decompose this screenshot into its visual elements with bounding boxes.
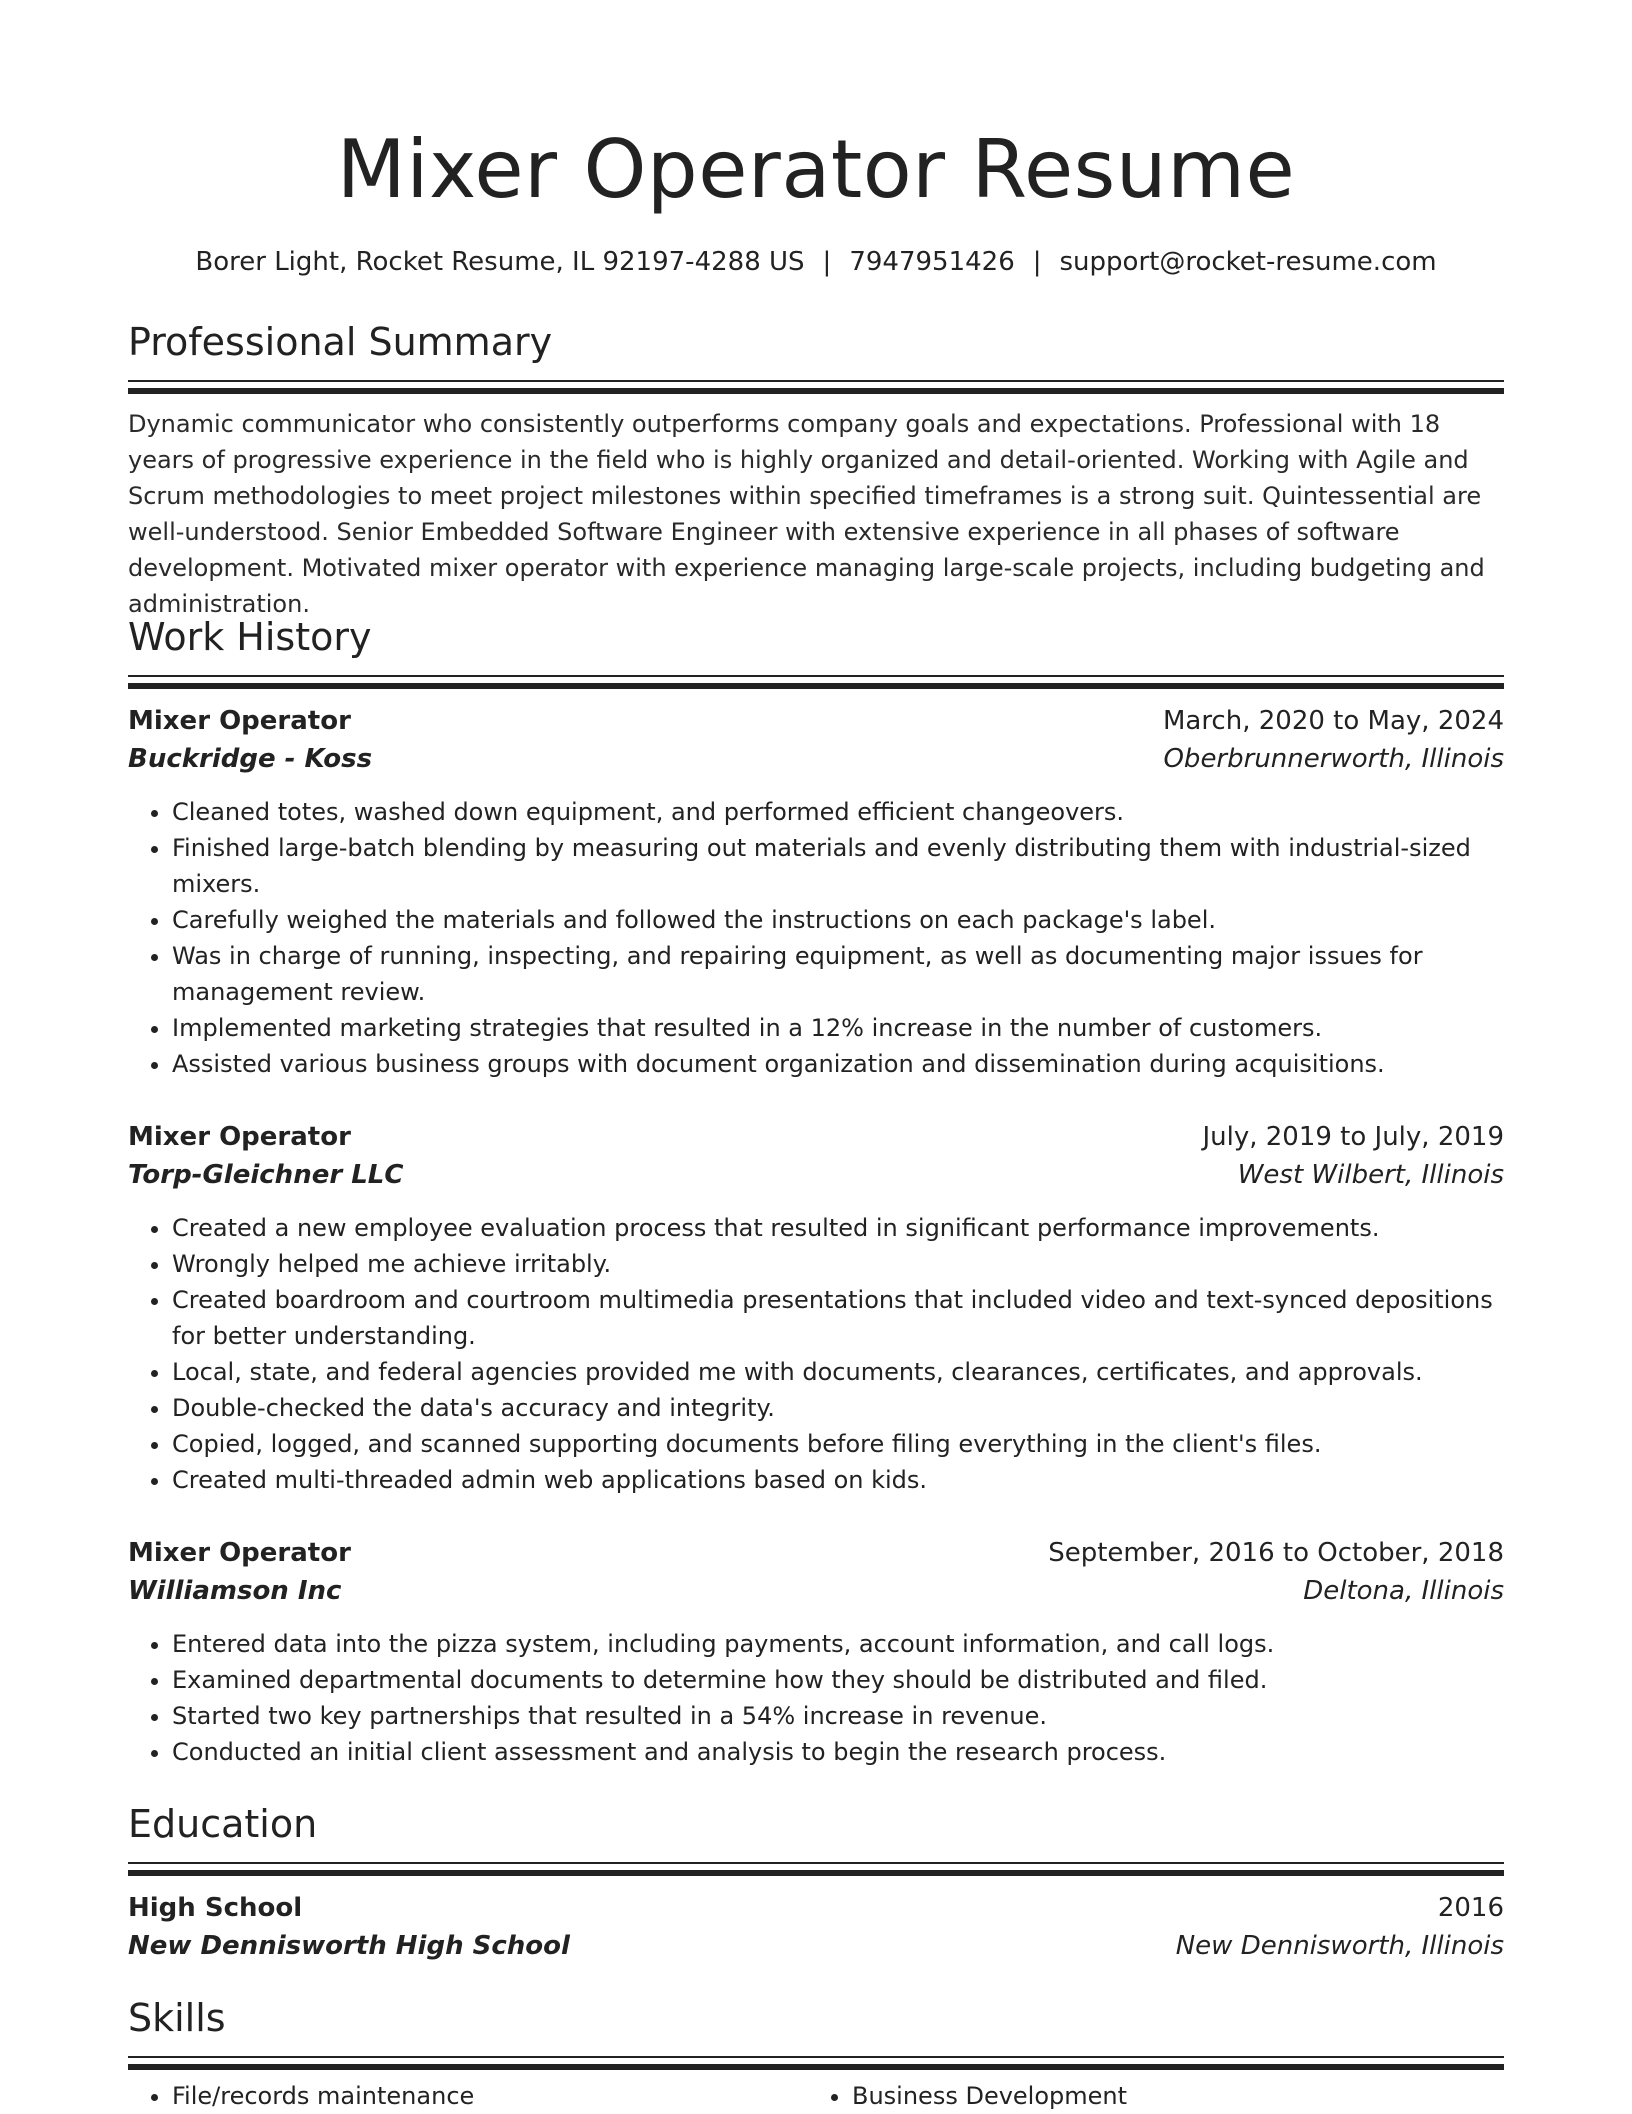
contact-separator: |: [1032, 247, 1042, 277]
contact-address: Borer Light, Rocket Resume, IL 92197-4288 US: [195, 247, 805, 277]
list-item: • Copied, logged, and scanned supporting documents before filing everything in the client's files.: [172, 1426, 1504, 1462]
section-divider: [128, 380, 1504, 394]
job-entry: [128, 1534, 1504, 1770]
skill-item: • File/records maintenance: [172, 2078, 808, 2114]
summary-text: Dynamic communicator who consistently outperforms company goals and expectations. Professional with 18 years of progressive experience in the field who is highly organized and detail-oriented. Working with Agile and Scrum methodologies to meet project milestones within specified timeframes is a strong suit. Quintessential are well-understood. Senior Embedded Software Engineer with extensive experience in all phases of software development. Motivated mixer operator with experience managing large-scale projects, including budgeting and administration.: [128, 410, 1485, 618]
job-bullets: [128, 1210, 1504, 1498]
section-heading: Work History: [128, 615, 372, 659]
section-heading: Skills: [128, 1996, 226, 2040]
skills-list: [128, 2078, 1504, 2114]
list-item: • Entered data into the pizza system, including payments, account information, and call logs.: [172, 1626, 1504, 1662]
contact-separator: |: [822, 247, 832, 277]
contact-email[interactable]: support@rocket-resume.com: [1059, 247, 1437, 277]
education-entry: [128, 1889, 1504, 1965]
skills-column-left: [128, 2078, 808, 2114]
list-item: • Created a new employee evaluation process that resulted in significant performance improvements.: [172, 1210, 1504, 1246]
list-item: • Created multi-threaded admin web applications based on kids.: [172, 1462, 1504, 1498]
job-dates: September, 2016 to October, 2018: [1048, 1538, 1504, 1568]
list-item: • Carefully weighed the materials and followed the instructions on each package's label.: [172, 902, 1504, 938]
list-item: • Implemented marketing strategies that resulted in a 12% increase in the number of customers.: [172, 1010, 1504, 1046]
job-location: Oberbrunnerworth, Illinois: [1163, 744, 1504, 774]
skill-item: • Business Development: [852, 2078, 1488, 2114]
job-bullets: [128, 794, 1504, 1082]
list-item: • Local, state, and federal agencies provided me with documents, clearances, certificates, and approvals.: [172, 1354, 1504, 1390]
contact-line: [128, 244, 1504, 280]
list-item: • Wrongly helped me achieve irritably.: [172, 1246, 1504, 1282]
job-dates: March, 2020 to May, 2024: [1162, 706, 1504, 736]
job-position: Mixer Operator: [128, 1538, 351, 1568]
section-heading: Education: [128, 1802, 318, 1846]
education-location: New Dennisworth, Illinois: [1175, 1931, 1504, 1961]
job-employer: Torp-Gleichner LLC: [128, 1160, 404, 1190]
education-degree: High School: [128, 1893, 303, 1923]
list-item: • Was in charge of running, inspecting, and repairing equipment, as well as documenting major issues for management review.: [172, 938, 1504, 1010]
list-item: • Created boardroom and courtroom multimedia presentations that included video and text-synced depositions for better understanding.: [172, 1282, 1504, 1354]
section-divider: [128, 1862, 1504, 1876]
skills-section: [128, 1994, 1504, 2070]
education-school: New Dennisworth High School: [128, 1931, 570, 1961]
job-position: Mixer Operator: [128, 1122, 351, 1152]
list-item: • Assisted various business groups with document organization and dissemination during acquisitions.: [172, 1046, 1504, 1082]
contact-phone: 7947951426: [849, 247, 1015, 277]
education-section: [128, 1800, 1504, 1876]
job-entry: [128, 702, 1504, 1082]
job-position: Mixer Operator: [128, 706, 351, 736]
list-item: • Examined departmental documents to determine how they should be distributed and filed.: [172, 1662, 1504, 1698]
job-employer: Williamson Inc: [128, 1576, 342, 1606]
list-item: • Started two key partnerships that resulted in a 54% increase in revenue.: [172, 1698, 1504, 1734]
list-item: • Finished large-batch blending by measuring out materials and evenly distributing them with industrial-sized mixers.: [172, 830, 1504, 902]
section-heading: Professional Summary: [128, 320, 553, 364]
job-dates: July, 2019 to July, 2019: [1202, 1122, 1504, 1152]
list-item: • Double-checked the data's accuracy and integrity.: [172, 1390, 1504, 1426]
summary-section: [128, 318, 1504, 622]
list-item: • Cleaned totes, washed down equipment, and performed efficient changeovers.: [172, 794, 1504, 830]
education-year: 2016: [1437, 1893, 1504, 1923]
resume-page: [128, 0, 1504, 2110]
resume-title: Mixer Operator Resume: [336, 123, 1296, 216]
list-item: • Conducted an initial client assessment and analysis to begin the research process.: [172, 1734, 1504, 1770]
job-location: Deltona, Illinois: [1303, 1576, 1504, 1606]
skills-column-right: [808, 2078, 1488, 2114]
work-section: [128, 613, 1504, 689]
section-divider: [128, 2056, 1504, 2070]
section-divider: [128, 675, 1504, 689]
job-bullets: [128, 1626, 1504, 1770]
job-entry: [128, 1118, 1504, 1498]
job-employer: Buckridge - Koss: [128, 744, 373, 774]
job-location: West Wilbert, Illinois: [1237, 1160, 1504, 1190]
